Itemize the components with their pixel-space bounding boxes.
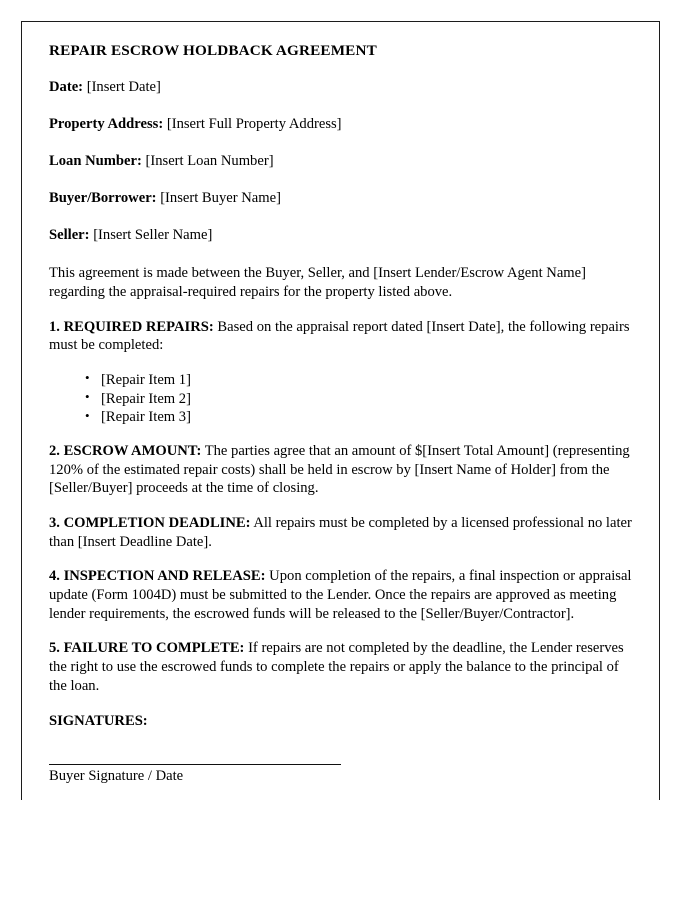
list-item: • [Repair Item 2] (85, 390, 633, 409)
section-5-heading: 5. FAILURE TO COMPLETE: (49, 640, 245, 657)
document-content (49, 42, 633, 785)
section-inspection-and-release (49, 567, 633, 623)
list-item: • [Repair Item 3] (85, 408, 633, 427)
field-property-address-value: [Insert Full Property Address] (166, 116, 342, 133)
field-loan-number-label: Loan Number: (49, 153, 142, 170)
field-property-address-label: Property Address: (49, 116, 164, 133)
section-failure-to-complete (49, 639, 633, 695)
page-title: REPAIR ESCROW HOLDBACK AGREEMENT (49, 42, 377, 59)
section-1-heading: 1. REQUIRED REPAIRS: (49, 318, 214, 335)
buyer-signature-caption: Buyer Signature / Date (49, 767, 184, 784)
field-loan-number-value: [Insert Loan Number] (145, 153, 274, 170)
section-3-heading: 3. COMPLETION DEADLINE: (49, 514, 251, 531)
field-loan-number (49, 153, 633, 171)
signatures-heading: SIGNATURES: (49, 713, 148, 730)
field-seller-value: [Insert Seller Name] (93, 227, 213, 244)
field-seller (49, 227, 633, 245)
section-3-body: All repairs must be completed by a licensed professional no later than [Insert Deadline Date]. (49, 514, 632, 550)
buyer-signature-line[interactable] (49, 764, 341, 765)
section-2-body: The parties agree that an amount of $[Insert Total Amount] (representing 120% of the estimated repair costs) shall be held in escrow by [Insert Name of Holder] from the [Seller/Buyer] proceeds at the time of closing. (49, 442, 630, 497)
list-item: • [Repair Item 1] (85, 371, 633, 390)
section-2-heading: 2. ESCROW AMOUNT: (49, 442, 202, 459)
intro-paragraph: This agreement is made between the Buyer, Seller, and [Insert Lender/Escrow Agent Name] regarding the appraisal-required repairs for the property listed above. (49, 265, 586, 300)
section-4-body: Upon completion of the repairs, a final inspection or appraisal update (Form 1004D) must be submitted to the Lender. Once the repairs are approved as meeting lender requirements, the escrowed funds will be released to the [Seller/Buyer/Contractor]. (49, 568, 632, 622)
field-buyer-borrower (49, 190, 633, 208)
section-completion-deadline (49, 514, 633, 551)
section-required-repairs (49, 318, 633, 355)
repair-items-list (49, 371, 633, 427)
section-4-heading: 4. INSPECTION AND RELEASE: (49, 568, 266, 585)
section-5-body: If repairs are not completed by the deadline, the Lender reserves the right to use the escrowed funds to complete the repairs or apply the balance to the principal of the loan. (49, 640, 624, 694)
field-buyer-borrower-label: Buyer/Borrower: (49, 190, 157, 207)
section-1-body: Based on the appraisal report dated [Insert Date], the following repairs must be completed: (49, 318, 630, 354)
document-page (21, 21, 660, 800)
field-date-label: Date: (49, 79, 84, 96)
field-date-value: [Insert Date] (86, 79, 161, 96)
field-seller-label: Seller: (49, 227, 90, 244)
field-property-address (49, 116, 633, 134)
field-date (49, 79, 633, 97)
field-buyer-borrower-value: [Insert Buyer Name] (160, 190, 281, 207)
section-escrow-amount (49, 442, 633, 498)
